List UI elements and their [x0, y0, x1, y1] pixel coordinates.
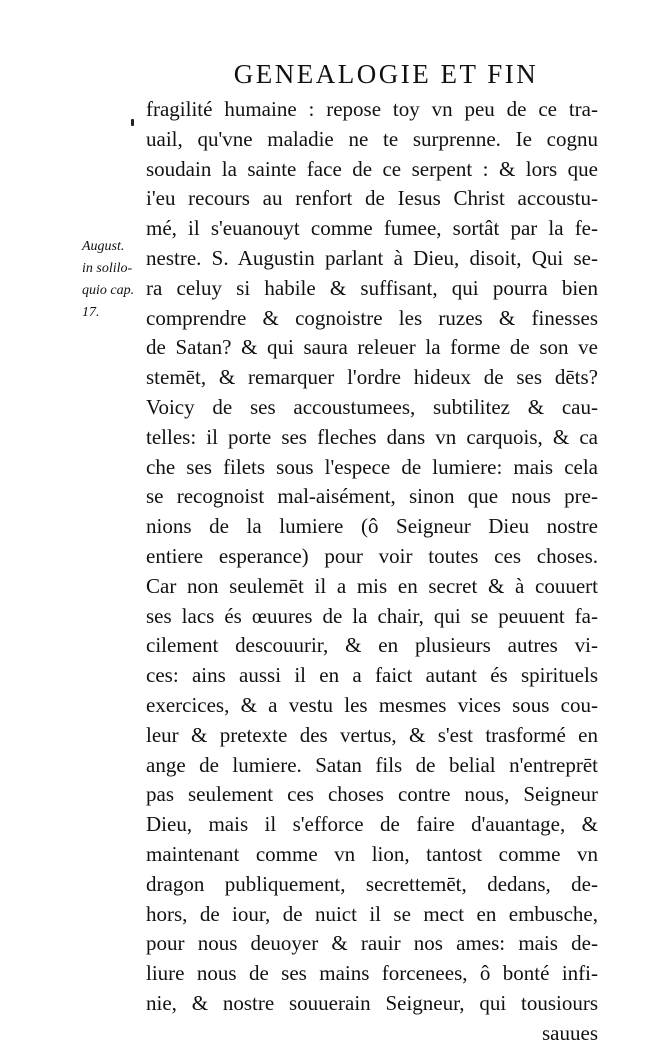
text-line: hors, de iour, de nuict il se mect en embusche,	[146, 901, 598, 926]
marginal-note-line: quio cap.	[82, 283, 135, 298]
text-line: pas seulement ces choses contre nous, Seigneur	[146, 782, 598, 807]
text-line: dragon publiquement, secrettemēt, dedans, de-	[146, 871, 598, 896]
text-line: stemēt, & remarquer l'ordre hideux de ses dēts?	[146, 365, 598, 390]
marginal-note-line: August.	[82, 239, 125, 254]
marginal-note	[82, 236, 148, 324]
text-line: comprendre & cognoistre les ruzes & finesses	[146, 305, 598, 330]
text-line: de Satan? & qui saura releuer la forme de son ve	[146, 335, 598, 360]
text-line: uail, qu'vne maladie ne te surprenne. Ie cognu	[146, 126, 598, 151]
text-line: leur & pretexte des vertus, & s'est trasformé en	[146, 722, 598, 747]
marginal-note-line: 17.	[82, 305, 100, 320]
ink-speck	[131, 119, 134, 126]
text-line: entiere esperance) pour voir toutes ces choses.	[146, 543, 598, 568]
text-line: nions de la lumiere (ô Seigneur Dieu nostre	[146, 514, 598, 539]
text-line: che ses filets sous l'espece de lumiere: mais cela	[146, 454, 598, 479]
text-line: fragilité humaine : repose toy vn peu de ce tra-	[146, 97, 598, 121]
catchword: sauues	[542, 1020, 598, 1045]
marginal-note-line: in solilo-	[82, 261, 133, 276]
text-line: ces: ains aussi il en a faict autant és spirituels	[146, 663, 598, 688]
text-line: ses lacs és œuures de la chair, qui se peuuent fa-	[146, 603, 598, 628]
text-line: liure nous de ses mains forcenees, ô bonté infi-	[146, 961, 598, 986]
text-line: mé, il s'euanouyt comme fumee, sortât par la fe-	[146, 216, 598, 241]
text-line: Car non seulemēt il a mis en secret & à couuert	[146, 573, 598, 598]
text-line: cilement descouurir, & en plusieurs autres vi-	[146, 633, 598, 658]
text-line: exercices, & a vestu les mesmes vices sous cou-	[146, 692, 598, 717]
text-line: ange de lumiere. Satan fils de belial n'entreprēt	[146, 752, 598, 777]
text-line: soudain la sainte face de ce serpent : & lors que	[146, 156, 598, 181]
text-line: nestre. S. Augustin parlant à Dieu, disoit, Qui se-	[146, 245, 598, 270]
running-head: GENEALOGIE ET FIN	[233, 59, 539, 89]
text-line: telles: il porte ses fleches dans vn carquois, & ca	[146, 424, 598, 449]
text-line: Dieu, mais il s'efforce de faire d'auantage, &	[146, 812, 598, 837]
text-line: Voicy de ses accoustumees, subtilitez & cau-	[146, 394, 598, 419]
text-line: nie, & nostre souuerain Seigneur, qui tousiours	[146, 990, 598, 1015]
text-line: se recognoist mal-aisément, sinon que nous pre-	[146, 484, 598, 509]
text-line: ra celuy si habile & suffisant, qui pourra bien	[146, 275, 598, 300]
text-line: pour nous deuoyer & rauir nos ames: mais de-	[146, 931, 598, 956]
body-text	[146, 95, 598, 1049]
text-line: maintenant comme vn lion, tantost comme vn	[146, 841, 598, 866]
text-line: i'eu recours au renfort de Iesus Christ accoustu-	[146, 186, 598, 211]
